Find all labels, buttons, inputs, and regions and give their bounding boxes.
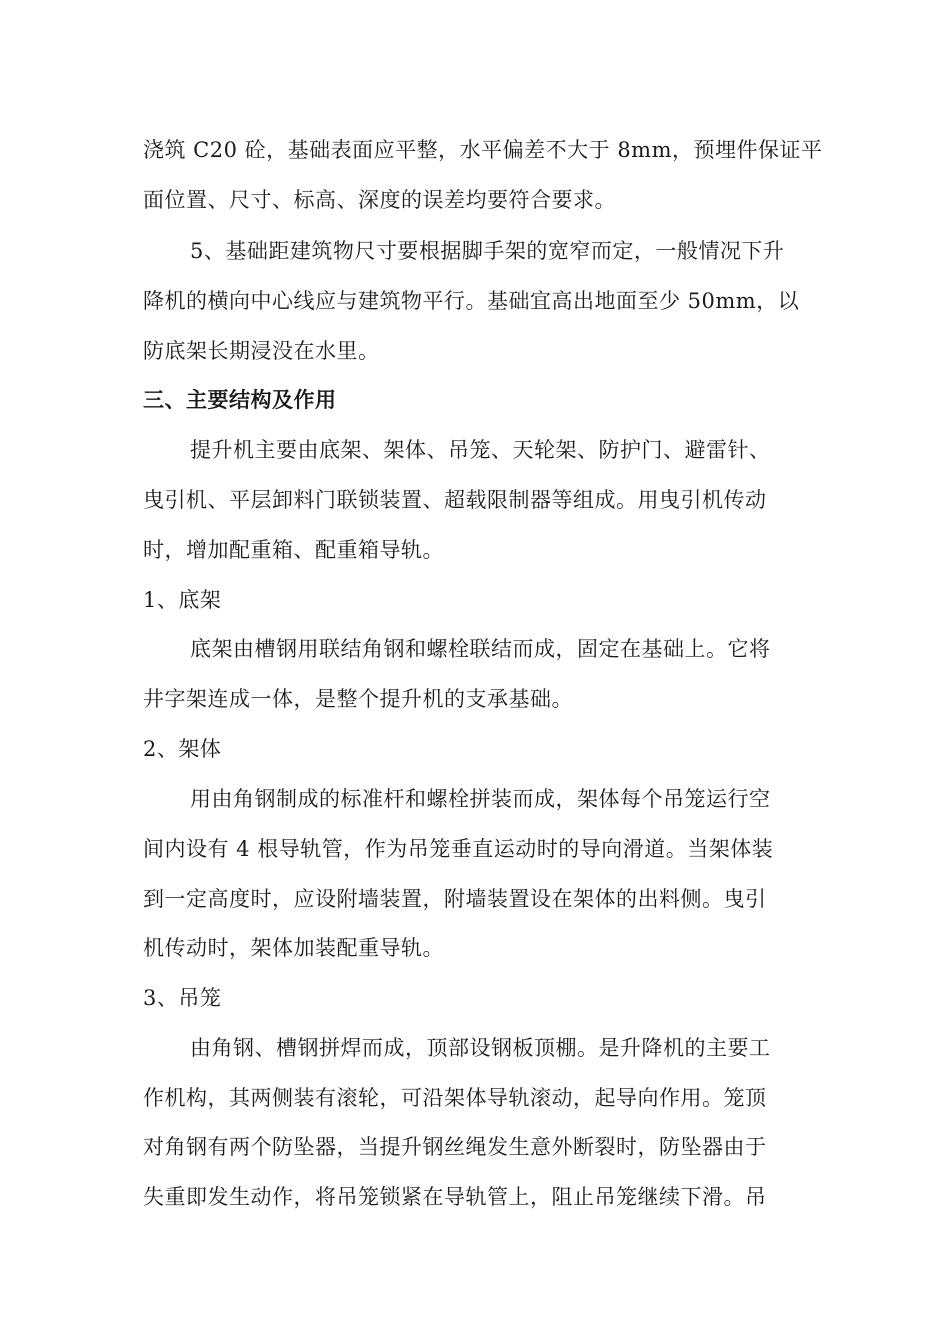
subsection-heading: 2、架体 — [143, 737, 222, 761]
paragraph-line: 浇筑 C20 砼，基础表面应平整，水平偏差不大于 8mm，预埋件保证平 — [143, 138, 823, 162]
paragraph-line: 到一定高度时，应设附墙装置，附墙装置设在架体的出料侧。曳引 — [143, 887, 767, 911]
subsection-heading: 3、吊笼 — [143, 986, 222, 1010]
paragraph-line: 5、基础距建筑物尺寸要根据脚手架的宽窄而定，一般情况下升 — [190, 239, 785, 263]
paragraph-line: 底架由槽钢用联结角钢和螺栓联结而成，固定在基础上。它将 — [190, 637, 771, 661]
paragraph-line: 用由角钢制成的标准杆和螺栓拼装而成，架体每个吊笼运行空 — [190, 787, 771, 811]
paragraph-line: 提升机主要由底架、架体、吊笼、天轮架、防护门、避雷针、 — [190, 438, 771, 462]
paragraph-line: 曳引机、平层卸料门联锁装置、超载限制器等组成。用曳引机传动 — [143, 488, 767, 512]
paragraph-line: 时，增加配重箱、配重箱导轨。 — [143, 538, 444, 562]
paragraph-line: 井字架连成一体，是整个提升机的支承基础。 — [143, 687, 573, 711]
paragraph-line: 机传动时，架体加装配重导轨。 — [143, 936, 444, 960]
section-heading: 三、主要结构及作用 — [143, 388, 337, 412]
paragraph-line: 对角钢有两个防坠器，当提升钢丝绳发生意外断裂时，防坠器由于 — [143, 1135, 767, 1159]
paragraph-line: 作机构，其两侧装有滚轮，可沿架体导轨滚动，起导向作用。笼顶 — [143, 1086, 767, 1110]
paragraph-line: 面位置、尺寸、标高、深度的误差均要符合要求。 — [143, 188, 616, 212]
paragraph-line: 失重即发生动作，将吊笼锁紧在导轨管上，阻止吊笼继续下滑。吊 — [143, 1185, 767, 1209]
paragraph-line: 由角钢、槽钢拼焊而成，顶部设钢板顶棚。是升降机的主要工 — [190, 1036, 771, 1060]
paragraph-line: 降机的横向中心线应与建筑物平行。基础宜高出地面至少 50mm，以 — [143, 289, 800, 313]
subsection-heading: 1、底架 — [143, 588, 222, 612]
paragraph-line: 防底架长期浸没在水里。 — [143, 339, 380, 363]
paragraph-line: 间内设有 4 根导轨管，作为吊笼垂直运动时的导向滑道。当架体装 — [143, 837, 774, 861]
